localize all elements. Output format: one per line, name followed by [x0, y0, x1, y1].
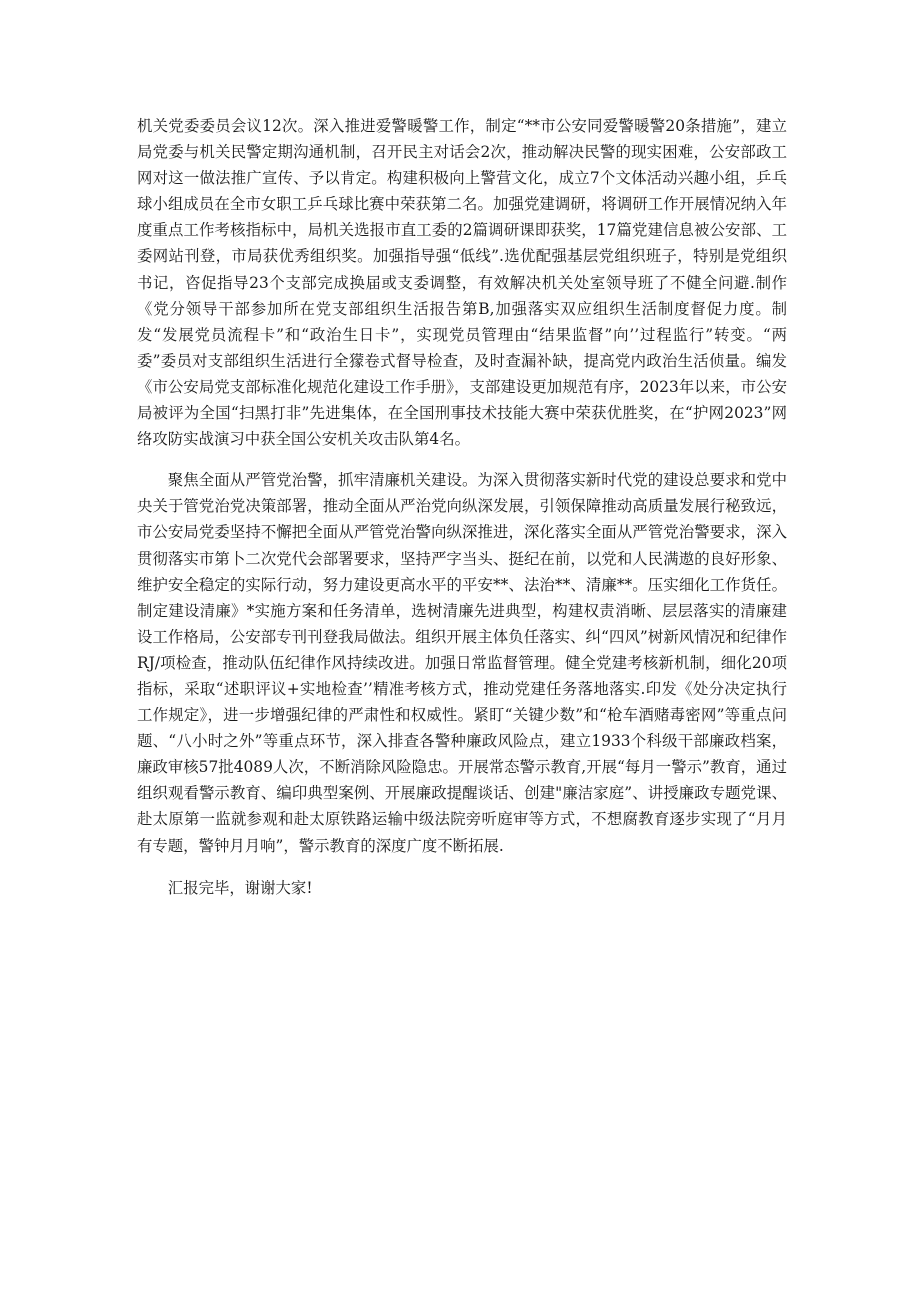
document-body — [137, 113, 787, 901]
paragraph-closing: 汇报完毕，谢谢大家! — [167, 878, 313, 897]
paragraph-clean-governance: 聚焦全面从严管党治警，抓牢清廉机关建设。为深入贯彻落实新时代党的建设总要求和党中央关于管党治党决策部署，推动全面从严治党向纵深发展，引领保障推动高质量发展行秘致远，市公安局党委坚持不懈把全面从严管党治警向纵深推进，深化落实全面从严管党治警要求，深入贯彻落实市第卜二次党代会部署要求，坚持严字当头、挺纪在前，以党和人民满遨的良好形象、维护安全稳定的实际行动，努力建设更高水平的平安**、法治**、清廉**。压实细化工作货任。制定建设清廉》*实施方案和任务清单，选树清廉先进典型，构建权责消晰、层层落实的清廉建设工作格局，公安部专刊刊登我局做法。组织开展主体负任落实、纠“四风”树新风情况和纪律作RJ/项检查，推动队伍纪律作风持续改进。加强日常监督管理。健全党建考核新机制，细化20项指标，采取“述职评议+实地检查’’精准考核方式，推动党建任务落地落实.印发《处分决定执行工作规定》，进一步增强纪律的严肃性和权威性。紧盯“关键少数”和“枪车酒赌毒密网”等重点问题、“八小时之外”等重点环节，深入排查各警种廉政风险点，建立1933个科级干部廉政档案，廉政审核57批4089人次，不断消除风险隐忠。开展常态警示教育,开展“每月一警示”教育，通过组织观看警示教育、编印典型案例、开展廉政提醒谈话、创建"廉洁家庭”、讲授廉政专题党课、赴太原第一监就参观和赴太原铁路运输中级法院旁听庭审等方式，不想腐教育逐步实现了“月月有专题，警钟月月响”，警示教育的深度广度不断拓展. — [137, 471, 787, 855]
paragraph-party-building: 机关党委委员会议12次。深入推进爱警暖警工作，制定“**市公安同爱警暖警20条措施”，建立局党委与机关民警定期沟通机制，召开民主对话会2次，推动解决民警的现实困难，公安部政工网对这一做法推广宣传、予以肯定。构建积极向上警营文化，成立7个文体活动兴趣小组，乒乓球小组成员在全市女职工乒乓球比赛中荣获第二名。加强党建调研，将调研工作开展情况纳入年度重点工作考核指标中，局机关选报市直工委的2篇调研课即获奖，17篇党建信息被公安部、工委网站刊登，市局获优秀组织奖。加强指导强“低线”.选优配强基层党组织班子，特别是党组织书记，咨促指导23个支部完成换届或支委调整，有效解决机关处室领导班了不健全问避.制作《党分领导干部参加所在党支部组织生活报告第B,加强落实双应组织生活制度督促力度。制发“发展党员流程卡”和“政治生日卡”，实现党员管理由“结果监督”向’’过程监行”转变。“两委”委员对支部组织生活进行全獴卷式督导检查，及时查漏补缺，提高党内政治生活侦量。编发《市公安局党支部标准化规范化建设工作手册》，支部建设更加规范有序，2023年以来，市公安局被评为全国“扫黑打非”先进集体，在全国刑事技术技能大赛中荣获优胜奖，在“护网2023”网络攻防实战演习中获全国公安机关攻击队第4名。 — [137, 117, 787, 449]
